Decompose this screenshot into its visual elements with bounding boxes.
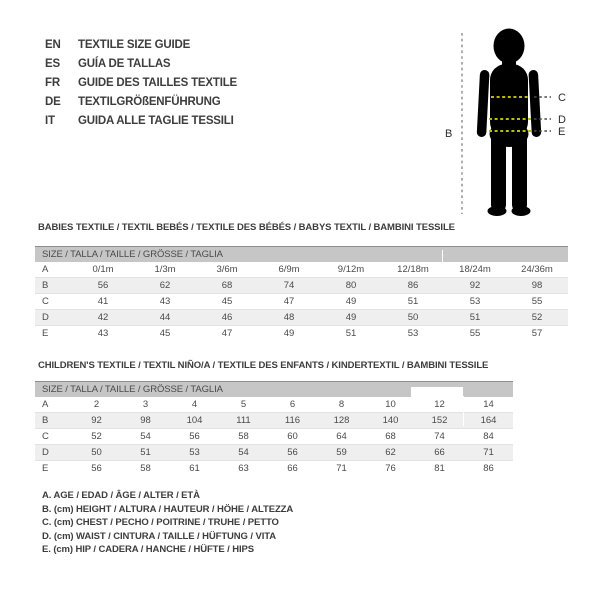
table-cell: 41 [97,296,109,307]
language-code: ES [45,58,60,70]
table-cell: 44 [159,312,171,323]
language-title: TEXTILE SIZE GUIDE [78,39,191,51]
table-cell: 62 [159,280,171,291]
table-row [35,278,568,294]
table-cell: 58 [140,463,151,474]
table-cell: 24/36m [521,264,553,275]
table-cell: 66 [434,447,445,458]
table-cell: 56 [97,280,109,291]
table-cell: 74 [283,280,295,291]
table-cell: 56 [287,447,298,458]
hip-label: E [558,126,566,138]
table-cell: 51 [345,328,357,339]
legend-item: C. (cm) CHEST / PECHO / POITRINE / TRUHE / PETTO [42,517,279,529]
table-cell: 46 [221,312,233,323]
table-cell: 55 [531,296,543,307]
table-row [35,262,568,278]
language-row [45,93,237,112]
table-cell: 10 [385,399,396,410]
table-cell: 43 [97,328,109,339]
legend-item: E. (cm) HIP / CADERA / HANCHE / HÜFTE / HIPS [42,544,255,556]
table-cell: 6/9m [278,264,300,275]
table-row [35,294,568,310]
language-list [45,36,237,131]
table-cell: 68 [221,280,233,291]
table-cell: 42 [97,312,109,323]
table-cell: 61 [189,463,200,474]
row-label: A [42,399,49,410]
table-cell: 45 [159,328,171,339]
child-silhouette [477,29,542,217]
table-cell: 18/24m [459,264,491,275]
table-cell: 128 [333,415,350,426]
row-label: B [42,280,49,291]
babies-section-title: BABIES TEXTILE / TEXTIL BEBÉS / TEXTILE DES BÉBÉS / BABYS TEXTIL / BAMBINI TESSILE [38,222,455,233]
table-cell: 71 [483,447,494,458]
table-cell: 12/18m [397,264,429,275]
table-cell: 140 [382,415,399,426]
table-cell: 57 [531,328,543,339]
table-cell: 48 [283,312,295,323]
column-divider-line [463,396,464,426]
table-cell: 9/12m [337,264,365,275]
table-row [35,461,513,477]
language-row [45,55,237,74]
table-cell: 98 [140,415,151,426]
table-cell: 56 [189,431,200,442]
table-cell: 14 [483,399,494,410]
table-cell: 111 [236,415,251,426]
language-title: GUÍA DE TALLAS [78,58,171,70]
language-title: GUIDA ALLE TAGLIE TESSILI [78,115,234,127]
table-cell: 3 [142,399,149,410]
language-code: DE [45,96,61,108]
babies-table [35,262,568,341]
table-cell: 53 [407,328,419,339]
child-silhouette-graphic [443,8,593,230]
table-cell: 6 [289,399,296,410]
table-cell: 5 [240,399,247,410]
row-label: E [42,463,49,474]
table-cell: 52 [91,431,102,442]
language-code: FR [45,77,60,89]
table-cell: 47 [283,296,295,307]
table-cell: 76 [385,463,396,474]
height-label: B [445,128,453,140]
legend-item: B. (cm) HEIGHT / ALTURA / HAUTEUR / HÖHE / ALTEZZA [42,503,294,515]
table-row [35,326,568,342]
children-table [35,397,513,476]
column-divider-line [442,250,443,276]
language-code: EN [45,39,61,51]
language-title: TEXTILGRÖßENFÜHRUNG [78,96,221,108]
table-cell: 47 [221,328,233,339]
table-cell: 51 [407,296,419,307]
row-label: D [42,447,49,458]
size-header-band: SIZE / TALLA / TAILLE / GRÖSSE / TAGLIA [35,381,513,397]
table-cell: 50 [91,447,102,458]
table-cell: 53 [189,447,200,458]
table-cell: 60 [287,431,298,442]
table-cell: 3/6m [216,264,238,275]
table-cell: 0/1m [92,264,114,275]
table-cell: 86 [483,463,494,474]
table-cell: 2 [93,399,100,410]
table-row [35,413,513,429]
table-cell: 12 [434,399,445,410]
table-cell: 92 [91,415,102,426]
table-cell: 43 [159,296,171,307]
table-cell: 4 [191,399,198,410]
legend-item: D. (cm) WAIST / CINTURA / TAILLE / HÜFTUNG / VITA [42,530,276,542]
table-cell: 45 [221,296,233,307]
table-cell: 54 [238,447,249,458]
table-cell: 80 [345,280,357,291]
size-figure [443,8,593,230]
table-cell: 8 [338,399,345,410]
table-cell: 68 [385,431,396,442]
row-label: A [42,264,49,275]
table-cell: 63 [238,463,249,474]
table-cell: 64 [336,431,347,442]
row-label: C [42,296,49,307]
table-cell: 74 [434,431,445,442]
language-title: GUIDE DES TAILLES TEXTILE [78,77,237,89]
table-cell: 54 [140,431,151,442]
table-cell: 50 [407,312,419,323]
table-cell: 49 [345,296,357,307]
table-cell: 92 [469,280,481,291]
row-label: E [42,328,49,339]
table-cell: 53 [469,296,481,307]
table-cell: 1/3m [154,264,176,275]
measurement-legend [42,489,293,557]
waist-label: D [558,114,566,126]
table-cell: 55 [469,328,481,339]
table-cell: 116 [284,415,301,426]
table-cell: 86 [407,280,419,291]
table-cell: 71 [336,463,347,474]
table-cell: 62 [385,447,396,458]
row-label: B [42,415,49,426]
language-row [45,36,237,55]
chest-label: C [558,92,566,104]
table-row [35,397,513,413]
table-cell: 152 [431,415,448,426]
table-row [35,429,513,445]
row-label: D [42,312,49,323]
table-cell: 49 [283,328,295,339]
table-cell: 66 [287,463,298,474]
table-cell: 164 [480,415,497,426]
children-size-table [35,381,513,476]
row-label: C [42,431,49,442]
table-cell: 81 [434,463,445,474]
table-row [35,310,568,326]
table-cell: 56 [91,463,102,474]
table-cell: 104 [186,415,203,426]
table-cell: 58 [238,431,249,442]
babies-size-table [35,246,568,341]
children-section-title: CHILDREN'S TEXTILE / TEXTIL NIÑO/A / TEXTILE DES ENFANTS / KINDERTEXTIL / BAMBINI TESSILE [38,360,489,371]
language-code: IT [45,115,55,127]
table-row [35,445,513,461]
table-cell: 49 [345,312,357,323]
size-header-band: SIZE / TALLA / TAILLE / GRÖSSE / TAGLIA [35,246,568,262]
table-cell: 84 [483,431,494,442]
language-row [45,74,237,93]
legend-item: A. AGE / EDAD / ÂGE / ALTER / ETÀ [42,490,200,501]
table-cell: 51 [140,447,151,458]
language-row [45,112,237,131]
table-cell: 51 [469,312,481,323]
table-cell: 98 [531,280,543,291]
table-cell: 52 [531,312,543,323]
table-cell: 59 [336,447,347,458]
